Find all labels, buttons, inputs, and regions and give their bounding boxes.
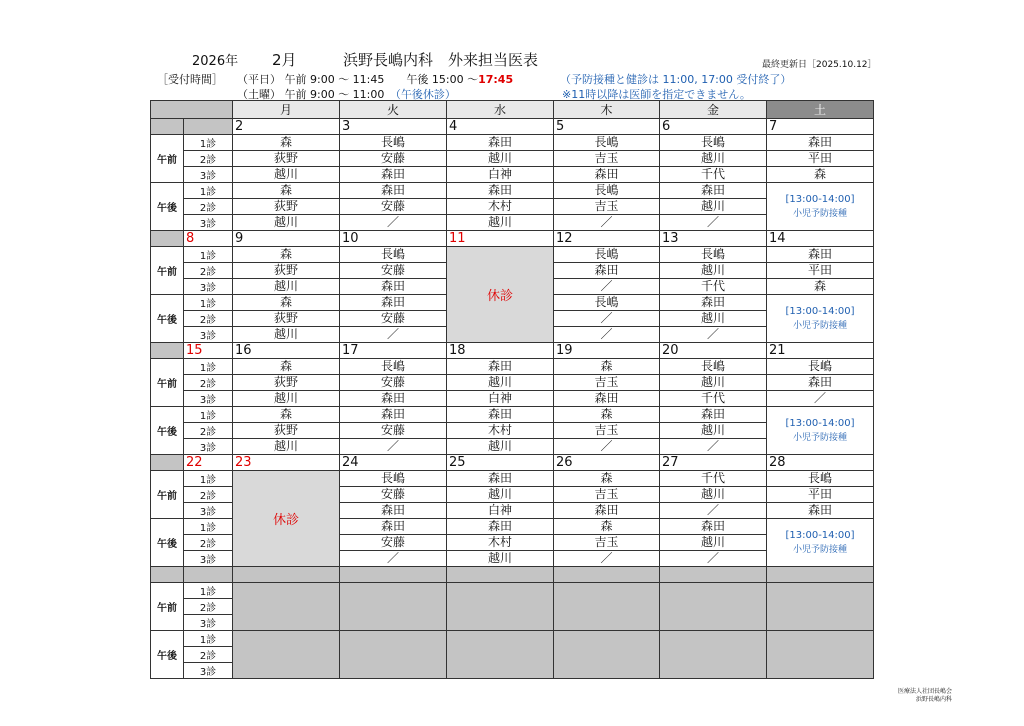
doctor-name: 安藤 xyxy=(340,423,447,439)
slot-label: 2診 xyxy=(184,535,233,551)
doctor-name: 森 xyxy=(233,295,340,311)
doctor-name: 荻野 xyxy=(233,263,340,279)
slot-label: 3診 xyxy=(184,391,233,407)
doctor-name: ／ xyxy=(554,439,660,455)
slot-label: 3診 xyxy=(184,551,233,567)
doctor-name: 越川 xyxy=(447,487,554,503)
doctor-name: 森田 xyxy=(660,295,767,311)
doctor-name: 長嶋 xyxy=(340,135,447,151)
doctor-name: 平田 xyxy=(767,263,874,279)
doctor-name: 越川 xyxy=(233,215,340,231)
doctor-name: 安藤 xyxy=(340,311,447,327)
doctor-name: 長嶋 xyxy=(554,135,660,151)
doctor-name: 千代 xyxy=(660,391,767,407)
week-corner xyxy=(151,231,184,247)
footer-clinic: 浜野長嶋内科 xyxy=(915,696,952,703)
doctor-name: 白神 xyxy=(447,167,554,183)
doctor-name: 安藤 xyxy=(340,263,447,279)
doctor-name: 森 xyxy=(767,167,874,183)
date-cell: 9 xyxy=(233,231,340,247)
date-cell: 5 xyxy=(554,119,660,135)
slot-label: 1診 xyxy=(184,631,233,647)
period-label: 午後 xyxy=(151,407,184,455)
doctor-name: 安藤 xyxy=(340,151,447,167)
closed-day: 休診 xyxy=(447,247,554,343)
date-cell: 24 xyxy=(340,455,447,471)
doctor-name: 森田 xyxy=(554,503,660,519)
doctor-name: ／ xyxy=(340,327,447,343)
week-corner xyxy=(151,343,184,359)
slot-label: 1診 xyxy=(184,519,233,535)
doctor-name: 越川 xyxy=(447,375,554,391)
footer-corp: 医療法人社団長嶋会 xyxy=(897,688,952,695)
doctor-name: 越川 xyxy=(233,167,340,183)
empty-cell xyxy=(660,583,767,631)
slot-label: 1診 xyxy=(184,183,233,199)
sunday-date: 15 xyxy=(184,343,233,359)
doctor-name: 長嶋 xyxy=(767,359,874,375)
doctor-name: 千代 xyxy=(660,471,767,487)
pediatric-time: [13:00-14:00] xyxy=(785,305,855,317)
day-header: 火 xyxy=(340,101,447,119)
sunday-date: 8 xyxy=(184,231,233,247)
pediatric-cell xyxy=(767,183,874,231)
slot-label: 3診 xyxy=(184,215,233,231)
slot-label: 3診 xyxy=(184,439,233,455)
day-header: 土 xyxy=(767,101,874,119)
empty-cell xyxy=(767,583,874,631)
day-header: 水 xyxy=(447,101,554,119)
pediatric-label: 小児予防接種 xyxy=(792,208,847,219)
doctor-name: 千代 xyxy=(660,279,767,295)
doctor-name: 長嶋 xyxy=(660,135,767,151)
slot-label: 1診 xyxy=(184,135,233,151)
doctor-name: 越川 xyxy=(660,423,767,439)
slot-label: 1診 xyxy=(184,407,233,423)
doctor-note: ※11時以降は医師を指定できません。 xyxy=(562,88,751,101)
doctor-name: 森 xyxy=(233,359,340,375)
doctor-name: 森田 xyxy=(340,183,447,199)
date-cell: 16 xyxy=(233,343,340,359)
date-cell: 25 xyxy=(447,455,554,471)
doctor-name: 安藤 xyxy=(340,199,447,215)
slot-label: 2診 xyxy=(184,375,233,391)
date-cell: 23 xyxy=(233,455,340,471)
doctor-name: ／ xyxy=(554,279,660,295)
doctor-name: 荻野 xyxy=(233,423,340,439)
date-cell: 12 xyxy=(554,231,660,247)
period-label: 午後 xyxy=(151,631,184,679)
empty-cell xyxy=(660,631,767,679)
doctor-name: ／ xyxy=(660,439,767,455)
pediatric-time: [13:00-14:00] xyxy=(785,417,855,429)
empty-date-cell xyxy=(340,567,447,583)
empty-cell xyxy=(767,631,874,679)
doctor-name: 吉玉 xyxy=(554,487,660,503)
slot-label: 3診 xyxy=(184,503,233,519)
doctor-name: 長嶋 xyxy=(554,183,660,199)
slot-label: 2診 xyxy=(184,599,233,615)
weekday-hours-text: （平日） 午前 9:00 〜 11:45 午後 15:00 〜 xyxy=(237,73,479,86)
doctor-name: 長嶋 xyxy=(340,471,447,487)
doctor-name: 吉玉 xyxy=(554,423,660,439)
empty-cell xyxy=(340,583,447,631)
period-label: 午後 xyxy=(151,295,184,343)
doctor-name: 越川 xyxy=(447,151,554,167)
doctor-name: 荻野 xyxy=(233,375,340,391)
empty-date-cell xyxy=(151,567,184,583)
week-corner xyxy=(151,455,184,471)
footer xyxy=(898,688,952,704)
closed-day: 休診 xyxy=(233,471,340,567)
doctor-name: ／ xyxy=(340,439,447,455)
doctor-name: 森田 xyxy=(447,519,554,535)
slot-label: 2診 xyxy=(184,487,233,503)
doctor-name: 森 xyxy=(233,247,340,263)
doctor-name: 荻野 xyxy=(233,311,340,327)
empty-cell xyxy=(340,631,447,679)
slot-label: 3診 xyxy=(184,279,233,295)
doctor-name: 安藤 xyxy=(340,535,447,551)
pediatric-cell xyxy=(767,295,874,343)
empty-date-cell xyxy=(660,567,767,583)
date-cell: 19 xyxy=(554,343,660,359)
pediatric-label: 小児予防接種 xyxy=(792,432,847,443)
reception-label: ［受付時間］ xyxy=(157,73,223,86)
slot-label: 3診 xyxy=(184,663,233,679)
doctor-name: 吉玉 xyxy=(554,535,660,551)
doctor-name: 荻野 xyxy=(233,199,340,215)
date-cell: 26 xyxy=(554,455,660,471)
doctor-name: 森田 xyxy=(767,375,874,391)
doctor-name: 吉玉 xyxy=(554,375,660,391)
doctor-name: 長嶋 xyxy=(554,247,660,263)
doctor-name: 森 xyxy=(233,183,340,199)
blank-cell xyxy=(184,119,233,135)
schedule-month: 2月 xyxy=(272,51,297,69)
date-cell: 21 xyxy=(767,343,874,359)
doctor-name: 荻野 xyxy=(233,151,340,167)
doctor-name: 森田 xyxy=(447,135,554,151)
doctor-name: 越川 xyxy=(447,439,554,455)
doctor-name: 森 xyxy=(767,279,874,295)
date-cell: 13 xyxy=(660,231,767,247)
doctor-name: ／ xyxy=(554,215,660,231)
doctor-name: ／ xyxy=(340,551,447,567)
pediatric-time: [13:00-14:00] xyxy=(785,529,855,541)
doctor-name: ／ xyxy=(554,551,660,567)
empty-date-cell xyxy=(554,567,660,583)
doctor-name: 森田 xyxy=(340,279,447,295)
doctor-name: ／ xyxy=(340,215,447,231)
weekday-hours xyxy=(237,71,513,87)
empty-cell xyxy=(447,583,554,631)
doctor-name: 森田 xyxy=(340,167,447,183)
doctor-name: 長嶋 xyxy=(554,295,660,311)
day-header: 木 xyxy=(554,101,660,119)
doctor-name: ／ xyxy=(660,551,767,567)
doctor-name: 森田 xyxy=(767,247,874,263)
period-label: 午前 xyxy=(151,583,184,631)
date-cell: 28 xyxy=(767,455,874,471)
date-cell: 7 xyxy=(767,119,874,135)
doctor-name: 森 xyxy=(554,519,660,535)
doctor-name: 森 xyxy=(233,407,340,423)
doctor-name: ／ xyxy=(660,503,767,519)
doctor-name: 吉玉 xyxy=(554,151,660,167)
date-cell: 27 xyxy=(660,455,767,471)
empty-cell xyxy=(233,631,340,679)
pediatric-cell xyxy=(767,407,874,455)
doctor-name: ／ xyxy=(554,327,660,343)
date-cell: 14 xyxy=(767,231,874,247)
doctor-name: 平田 xyxy=(767,151,874,167)
doctor-name: 平田 xyxy=(767,487,874,503)
doctor-name: ／ xyxy=(554,311,660,327)
period-label: 午前 xyxy=(151,247,184,295)
saturday-hours-text: （土曜） 午前 9:00 〜 11:00 xyxy=(237,88,385,101)
doctor-name: 越川 xyxy=(660,151,767,167)
doctor-name: 森田 xyxy=(447,183,554,199)
doctor-name: 木村 xyxy=(447,535,554,551)
pediatric-time: [13:00-14:00] xyxy=(785,193,855,205)
date-cell: 10 xyxy=(340,231,447,247)
doctor-name: 越川 xyxy=(660,199,767,215)
date-cell: 4 xyxy=(447,119,554,135)
period-label: 午前 xyxy=(151,359,184,407)
doctor-name: ／ xyxy=(660,215,767,231)
doctor-name: 森田 xyxy=(340,407,447,423)
vaccination-note: （予防接種と健診は 11:00, 17:00 受付終了） xyxy=(560,73,792,86)
doctor-name: 安藤 xyxy=(340,487,447,503)
doctor-name: 越川 xyxy=(660,487,767,503)
corner-cell xyxy=(151,101,233,119)
slot-label: 3診 xyxy=(184,615,233,631)
doctor-name: 森田 xyxy=(554,391,660,407)
doctor-name: 森田 xyxy=(340,295,447,311)
doctor-name: 森田 xyxy=(660,183,767,199)
period-label: 午前 xyxy=(151,135,184,183)
doctor-name: 長嶋 xyxy=(660,247,767,263)
slot-label: 2診 xyxy=(184,263,233,279)
date-cell: 18 xyxy=(447,343,554,359)
slot-label: 2診 xyxy=(184,199,233,215)
doctor-name: 森田 xyxy=(767,135,874,151)
schedule-year: 2026年 xyxy=(192,54,239,69)
doctor-name: 越川 xyxy=(233,327,340,343)
empty-cell xyxy=(447,631,554,679)
doctor-name: 長嶋 xyxy=(660,359,767,375)
day-header: 月 xyxy=(233,101,340,119)
empty-cell xyxy=(554,583,660,631)
doctor-name: 安藤 xyxy=(340,375,447,391)
period-label: 午後 xyxy=(151,519,184,567)
slot-label: 1診 xyxy=(184,247,233,263)
day-header: 金 xyxy=(660,101,767,119)
doctor-name: 森田 xyxy=(447,407,554,423)
saturday-note: （午後休診） xyxy=(395,88,456,101)
pediatric-label: 小児予防接種 xyxy=(792,320,847,331)
sunday-date: 22 xyxy=(184,455,233,471)
doctor-name: 森 xyxy=(554,471,660,487)
slot-label: 1診 xyxy=(184,471,233,487)
empty-cell xyxy=(554,631,660,679)
doctor-name: 森 xyxy=(554,359,660,375)
doctor-name: 木村 xyxy=(447,423,554,439)
slot-label: 2診 xyxy=(184,311,233,327)
date-cell: 17 xyxy=(340,343,447,359)
doctor-name: 森田 xyxy=(340,391,447,407)
doctor-name: 森田 xyxy=(660,519,767,535)
schedule-table xyxy=(150,100,874,679)
doctor-name: 木村 xyxy=(447,199,554,215)
date-cell: 2 xyxy=(233,119,340,135)
doctor-name: 森田 xyxy=(340,503,447,519)
slot-label: 1診 xyxy=(184,295,233,311)
period-label: 午後 xyxy=(151,183,184,231)
slot-label: 3診 xyxy=(184,167,233,183)
pediatric-label: 小児予防接種 xyxy=(792,544,847,555)
pediatric-cell xyxy=(767,519,874,567)
slot-label: 2診 xyxy=(184,423,233,439)
doctor-name: 白神 xyxy=(447,391,554,407)
doctor-name: 越川 xyxy=(660,375,767,391)
doctor-name: 越川 xyxy=(447,215,554,231)
doctor-name: 千代 xyxy=(660,167,767,183)
empty-date-cell xyxy=(447,567,554,583)
date-cell: 6 xyxy=(660,119,767,135)
slot-label: 2診 xyxy=(184,647,233,663)
doctor-name: 森田 xyxy=(660,407,767,423)
doctor-name: 森田 xyxy=(554,263,660,279)
doctor-name: ／ xyxy=(767,391,874,407)
empty-date-cell xyxy=(767,567,874,583)
date-cell: 11 xyxy=(447,231,554,247)
doctor-name: 長嶋 xyxy=(340,247,447,263)
doctor-name: 森田 xyxy=(767,503,874,519)
empty-cell xyxy=(233,583,340,631)
doctor-name: 越川 xyxy=(660,263,767,279)
doctor-name: 越川 xyxy=(660,311,767,327)
week-corner xyxy=(151,119,184,135)
weekday-hours-end: 17:45 xyxy=(478,73,514,86)
doctor-name: 越川 xyxy=(447,551,554,567)
doctor-name: 森田 xyxy=(340,519,447,535)
doctor-name: 森 xyxy=(233,135,340,151)
doctor-name: ／ xyxy=(660,327,767,343)
doctor-name: 長嶋 xyxy=(767,471,874,487)
doctor-name: 越川 xyxy=(233,439,340,455)
period-label: 午前 xyxy=(151,471,184,519)
doctor-name: 越川 xyxy=(660,535,767,551)
date-cell: 3 xyxy=(340,119,447,135)
slot-label: 3診 xyxy=(184,327,233,343)
doctor-name: 吉玉 xyxy=(554,199,660,215)
doctor-name: 越川 xyxy=(233,279,340,295)
slot-label: 2診 xyxy=(184,151,233,167)
doctor-name: 森田 xyxy=(447,359,554,375)
slot-label: 1診 xyxy=(184,583,233,599)
doctor-name: 白神 xyxy=(447,503,554,519)
last-updated: 最終更新日［2025.10.12］ xyxy=(762,60,877,70)
doctor-name: 森田 xyxy=(554,167,660,183)
page-title: 浜野長嶋内科 外来担当医表 xyxy=(343,51,539,69)
date-cell: 20 xyxy=(660,343,767,359)
empty-date-cell xyxy=(233,567,340,583)
slot-label: 1診 xyxy=(184,359,233,375)
doctor-name: 越川 xyxy=(233,391,340,407)
doctor-name: 森田 xyxy=(447,471,554,487)
empty-date-cell xyxy=(184,567,233,583)
doctor-name: 森 xyxy=(554,407,660,423)
doctor-name: 長嶋 xyxy=(340,359,447,375)
